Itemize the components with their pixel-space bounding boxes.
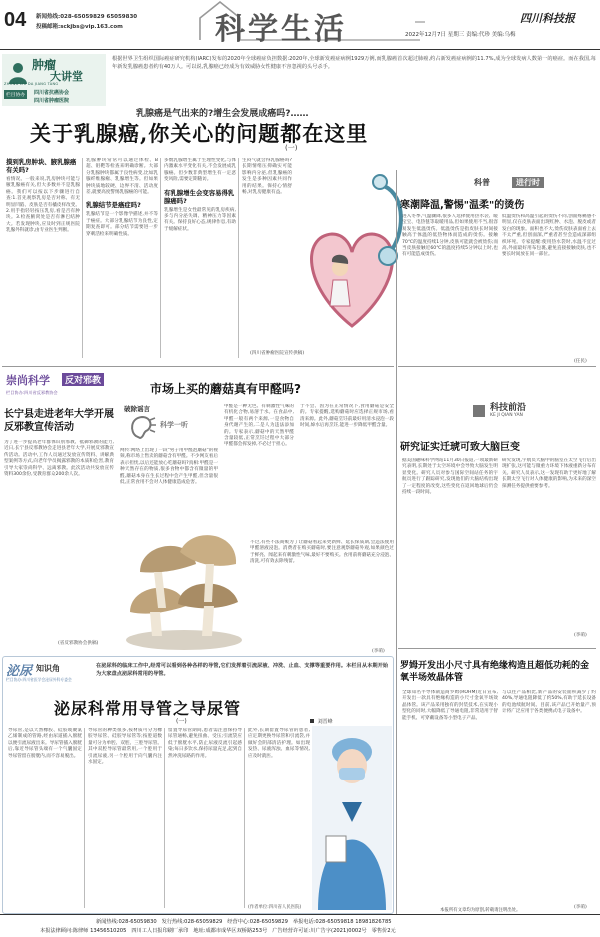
- weather-tag-1: 科普: [474, 178, 490, 187]
- rohm-col-2: [502, 690, 596, 910]
- footer-print: 四川工人日报印刷厂承印: [131, 928, 189, 934]
- sponsor-2: 四川省肿瘤医院: [34, 98, 70, 104]
- author-marker-icon: [310, 719, 314, 723]
- urology-source: (作者单位:四川省人民医院): [248, 905, 302, 910]
- footer: [0, 914, 600, 937]
- breast-col2-text-b: 乳腺结节是一个影像学描述,并不等于癌症。大部分乳腺结节为良性,定期复查即可。部分结节需要进一步穿刺活检来明确性质。: [86, 212, 158, 237]
- urology-col1-text: 导尿管,是以天然橡胶、硅胶或聚氯乙烯制成的管路,经由尿道插入膀胱以便引流尿液出来。导尿管插入膀胱后,靠近导尿管头端有一个气囊固定导尿管留在膀胱内,而不容易脱出。: [8, 728, 82, 759]
- breast-col-1: [6, 158, 80, 358]
- stethoscope-heart-illustration: [292, 156, 412, 336]
- rumor-tag: [124, 404, 214, 444]
- rumor-tag-text: 破除谣言: [124, 405, 150, 413]
- footer-hotline-3: 经营中心:028-65059829: [227, 919, 288, 925]
- rohm-col1-text: 全球知名半导体制造商罗姆(ROHM)近日宣布,开发出一款具有绝缘构造的小尺寸金氧半场效晶体管。该产品采用独有的封装技术,在实现小型化的同时,大幅降低了导通电阻,非常适用于智能手机、可穿戴设备等小型电子产品。: [402, 690, 498, 721]
- paper-name: 四川科技报: [520, 12, 575, 25]
- urology-author-name: 刘晋峰: [317, 719, 333, 725]
- mushroom-source: (李萌): [372, 649, 385, 654]
- tech-tag-icon: [472, 404, 486, 418]
- urology-badge-sub: 知识角: [36, 664, 60, 673]
- anticult-badge-note: 栏目协办:四川省反邪教协会: [6, 390, 58, 395]
- weather-source: (任民): [574, 359, 587, 364]
- email-text: 投稿邮箱:sckjbs@vip.163.com: [36, 24, 123, 30]
- urology-intro: 在泌尿科的临床工作中,经常可以看到各种各样的导管,它们发挥着引流尿液、冲洗、止血、支撑等重要作用。本栏目从本期开始为大家盘点泌尿科常用的导管。: [96, 663, 388, 677]
- breast-source: (四川省肿瘤医院宣传供稿): [250, 351, 305, 356]
- urology-col4-text: 此外,长期留置导尿管的患者,应定期更换导尿管和引流袋,并做好会阴部清洁护理。如出现发热、尿液浑浊、血尿等情况,应及时就医。: [248, 728, 310, 759]
- urology-col3-text: 留置导尿管期间,患者需注意保持导尿管通畅,避免扭曲、受压;引流袋应低于膀胱水平,防止尿液反流引起感染;每日多饮水,保持尿量充足,起到自然冲洗尿路的作用。: [168, 728, 242, 759]
- breast-col1-text: 看情况。一般来说,乳房肿块可能与腋乳腺癌有关,但大多数并不是乳腺癌。我们可以按以下步骤进行自查:1.首先观察乳房是否对称、有无明显凹陷、皮肤是否有橘皮样改变。2.用手指轻轻按压乳房,看是否有肿块。3.检查腋窝处是否有淋巴结肿大。若发现肿块,应及时到正规医院乳腺外科就诊,由专业医生判断。: [6, 177, 80, 234]
- surgeon-illustration: [312, 726, 392, 910]
- ear-icon: [128, 414, 156, 440]
- breast-part: (一): [285, 144, 298, 152]
- weather-col1-text: 进入冬季,气温骤降,很多人选择使用热水袋、暖宝宝、电热毯等取暖用品,但如果使用不当,很容易发生低温烫伤。低温烫伤是指皮肤长时间接触高于体温的低热物体而造成的烫伤。接触70℃的温度持续1分钟,皮肤可能就会被烫伤;而当皮肤接触近60℃的温度持续5分钟以上时,也有可能造成烫伤。: [402, 214, 498, 258]
- footer-notice: 本报所有文章均为原创,转载请注明出处。: [440, 908, 521, 913]
- doctor-icon: [6, 60, 30, 84]
- breast-col3-text-b: 乳腺增生是女性最常见的乳房疾病,多与内分泌失调、精神压力等因素有关。保持良好心态,规律作息,有助于缓解症状。: [164, 207, 236, 232]
- footer-hotline-4: 举报电话:028-65059818 18981826785: [292, 919, 392, 925]
- mushroom-col-1: [120, 448, 218, 510]
- brain-tag-pinyin: KE JI QIAN YAN: [490, 413, 523, 418]
- breast-q2: 乳腺结节是癌症吗?: [86, 201, 141, 210]
- anticult-badge: [4, 372, 114, 402]
- breast-col4-text: 生闷气就会得乳腺癌吗?长期情绪压抑确实可能影响内分泌,但乳腺癌的发生是多种因素共同作用的结果。保持心情舒畅,对乳房健康有益。: [242, 158, 292, 196]
- breast-headline: 关于乳腺癌,你关心的问题都在这里: [30, 121, 369, 146]
- mushroom-illustration: [120, 512, 248, 652]
- urology-part: (一): [176, 718, 187, 725]
- urology-badge: [6, 660, 90, 690]
- mushroom-headline: 市场上买的蘑菇真有甲醛吗?: [150, 382, 301, 396]
- anticult-badge-sub: 反对邪教: [62, 373, 104, 386]
- tumor-badge-pinyin: ZHONG LIU DA JIANG TANG: [4, 82, 59, 86]
- tumor-badge-sub: 大讲堂: [50, 70, 83, 83]
- masthead: [0, 0, 600, 50]
- mushroom-col-3: [250, 540, 394, 656]
- footer-hotline-1: 新闻热线:028-65059830: [96, 919, 157, 925]
- tumor-column-badge: [2, 54, 106, 106]
- weather-tag-2: 进行时: [512, 177, 544, 188]
- brain-tag-text: 科技前沿: [490, 403, 527, 413]
- footer-legal: 本报法律顾问:陈律师 13456510205: [40, 928, 127, 934]
- rohm-col-1: [402, 690, 498, 910]
- brain-col-2: [502, 458, 596, 636]
- brain-col1-text: 据美国趣味科学网站11月30日报道,一项最新研究表明,长期处于太空环境中会导致大脑发生明显变化。研究人员对参与国际空间站任务的宇航员进行了跟踪研究,发现他们的大脑结构出现了一定程度的改变,这些变化在返回地球后仍会持续一段时间。: [402, 458, 498, 496]
- breast-col2-text: 乳腺肿块常常可以通过体检、B超、钼靶等检查来明确诊断。大部分乳腺肿块都属于良性病变,比如乳腺纤维腺瘤、乳腺增生等。但如果肿块质地较硬、边界不清、活动度差,就要高度警惕乳腺癌的可能。: [86, 158, 158, 196]
- breast-q3: 有乳腺增生会变容易得乳腺癌吗?: [164, 188, 235, 205]
- mushroom-col-4: [300, 404, 394, 538]
- urology-badge-note: 栏目协办:四川省医学会泌尿外科专委会: [6, 677, 72, 682]
- brain-tag: [472, 400, 582, 422]
- mushroom-col1-text: 网传:网络上出现了一段"男子用甲醛泡蘑菇"的视频,称市场上售卖的蘑菇含有甲醛。不少网友看后表示担忧,以后还能放心吃蘑菇吗?真相:甲醛是一种天然存在的物质,很多食物中都含有微量的甲醛,蘑菇本身在生长过程中会产生甲醛,但含量很低,正常食用不会对人体健康造成危害。: [120, 448, 218, 486]
- weather-tag: [462, 176, 586, 190]
- hotline-text: 新闻热线:028-65059829 65059830: [36, 14, 138, 20]
- urology-col-2: [88, 728, 162, 908]
- urology-col-3: [168, 728, 242, 908]
- footer-license: 广告经营许可证:川广告字(2021)0002号: [272, 928, 367, 934]
- urology-col-1: [8, 728, 82, 908]
- brain-col2-text: 研究发现,宇航员大脑中的脑室在太空飞行后出现扩张,这可能与微重力环境下体液重新分布有关。研究人员表示,这一发现有助于更好地了解长期太空飞行对人体健康的影响,为未来的深空探测任务提供重要参考。: [502, 458, 596, 489]
- page-number: 04: [4, 9, 27, 31]
- tumor-badge-big: 肿瘤: [32, 58, 57, 72]
- mushroom-col2-text: 甲醛是一种无色、有刺激性气味的有机化合物,易溶于水。在食品中,甲醛一般有两个来源,一是食物自身代谢产生的,二是人为违法添加的。专家表示,蘑菇中的天然甲醛含量较低,正常烹饪过程中大部分甲醛都会挥发掉,不必过于担心。: [224, 404, 294, 448]
- breast-q1: 摸到乳房肿块、腋乳腺癌有关吗?: [6, 158, 77, 174]
- sponsor-1: 四川省抗癌协会: [34, 90, 70, 96]
- footer-address: 地址:成都市成华区双桥路253号: [193, 928, 268, 934]
- weather-col-1: [402, 214, 498, 364]
- county-headline: 长宁县走进老年大学开展反邪教宣传活动: [4, 409, 114, 433]
- sponsor-tag: 栏目协办: [4, 90, 27, 99]
- mushroom-col3-text: 不过,有些不法商贩为了让蘑菇看起来更新鲜、延长保质期,会违法使用甲醛溶液浸泡。消费者在购买蘑菇时,要注意观察蘑菇外观,如果颜色过于鲜亮、闻起来有刺激性气味,最好不要购买。食用前将蘑菇充分浸泡、清洗,可有效去除残留。: [250, 540, 394, 565]
- urology-col-4: [248, 728, 310, 908]
- lead-paragraph: 根据世界卫生组织国际癌症研究机构(IARC)发布的2020年全球癌症负担数据:2020年,全球新发癌症病例1929万例,而乳腺癌首次超过肺癌,约占新发癌症病例的11.7%,成为全球发病人数第一的癌症。而在我国,每年新发乳腺癌患者约有40万人。可以说,乳腺癌已经成为有效威胁女性健康不容忽视的头号杀手。: [112, 56, 596, 70]
- date-line: 2022年12月7日 星期三 责编:代珍 美编:乌梅: [405, 32, 516, 38]
- county-col-text: 为了进一步提高老年群体识别邪教、抵御邪教的能力,近日,长宁县反邪教协会走进县老年大学,开展反邪教宣传活动。活动中,工作人员通过发放宣传资料、讲解典型案例等方式,向老年学员揭露邪教的本质和危害,教育引导大家崇尚科学、远离邪教。此次活动共发放宣传资料300余份,受教育群众200余人次。: [4, 440, 114, 478]
- brain-headline: 研究证实迁琥可致大脑巨变: [400, 442, 520, 453]
- brain-source: (李萌): [574, 633, 587, 638]
- breast-col-2: [86, 158, 158, 358]
- breast-kicker: 乳腺癌是气出来的?增生会发展成癌吗?……: [136, 109, 309, 119]
- rohm-col2-text: 与以往产品相比,新产品的安装面积减少了约40%,导通电阻降低了约50%,有助于延长设备的电池续航时间。目前,该产品已开始量产,预计将广泛应用于各类便携式电子设备中。: [502, 690, 596, 715]
- rumor-tag-sub: 科学一听: [160, 421, 188, 429]
- breast-col3-text: 多数乳腺增生属于生理性变化,与体内激素水平变化有关,不会发展成乳腺癌。但少数非典型增生有一定恶变风险,需要定期随访。: [164, 158, 236, 183]
- weather-col-2: [502, 214, 596, 364]
- mushroom-col4-text: 于不会、因为在正常情况下,食用蘑菇是安全的。专家提醒,选购蘑菇时应选择正规市场,看清来源。此外,蘑菇烹饪前最好用清水浸泡一段时间,焯水后再烹饪,能进一步降低甲醛含量。: [300, 404, 394, 429]
- weather-headline: 寒潮降温,警惕"温柔"的烫伤: [400, 200, 525, 211]
- brain-col-1: [402, 458, 498, 636]
- urology-col2-text: 导尿管的种类很多,按材质可分为橡胶导尿管、硅胶导尿管等;按腔道数量可分为单腔、双腔、三腔导尿管。其中双腔导尿管最常用,一个腔用于引流尿液,另一个腔用于向气囊内注水固定。: [88, 728, 162, 766]
- rohm-source: (李萌): [574, 905, 587, 910]
- anticult-badge-title: 崇尚科学: [6, 374, 50, 387]
- rohm-headline: 罗姆开发出小尺寸具有绝缘构造且超低功耗的金氧半场效晶体管: [400, 661, 590, 683]
- section-title: 科学生活: [215, 12, 347, 47]
- footer-price: 零售价2元: [371, 928, 396, 934]
- county-col: [4, 440, 114, 640]
- urology-headline: 泌尿科常用导管之导尿管: [54, 699, 242, 718]
- breast-col-4: [242, 158, 292, 358]
- weather-col2-text: 低温烫伤和高温引起的烫伤不同,创面疼痛感不明显,仅在皮肤表面出现红肿、水泡、脱皮或者发白的现象。面积也不大,烫伤皮肤表面看上去不太严重,但创面深,严重者甚至会造成深部组织坏死。专家提醒:使用热水袋时,水温不宜过高,外面最好用布包裹,避免直接接触皮肤,也不要长时间放在同一部位。: [502, 214, 596, 258]
- urology-author: [310, 718, 333, 725]
- breast-col-3: [164, 158, 236, 358]
- footer-hotline-2: 发行热线:028-65059829: [161, 919, 223, 925]
- urology-badge-title: 泌尿: [6, 664, 33, 679]
- county-source: (省反邪教协会供稿): [58, 641, 99, 646]
